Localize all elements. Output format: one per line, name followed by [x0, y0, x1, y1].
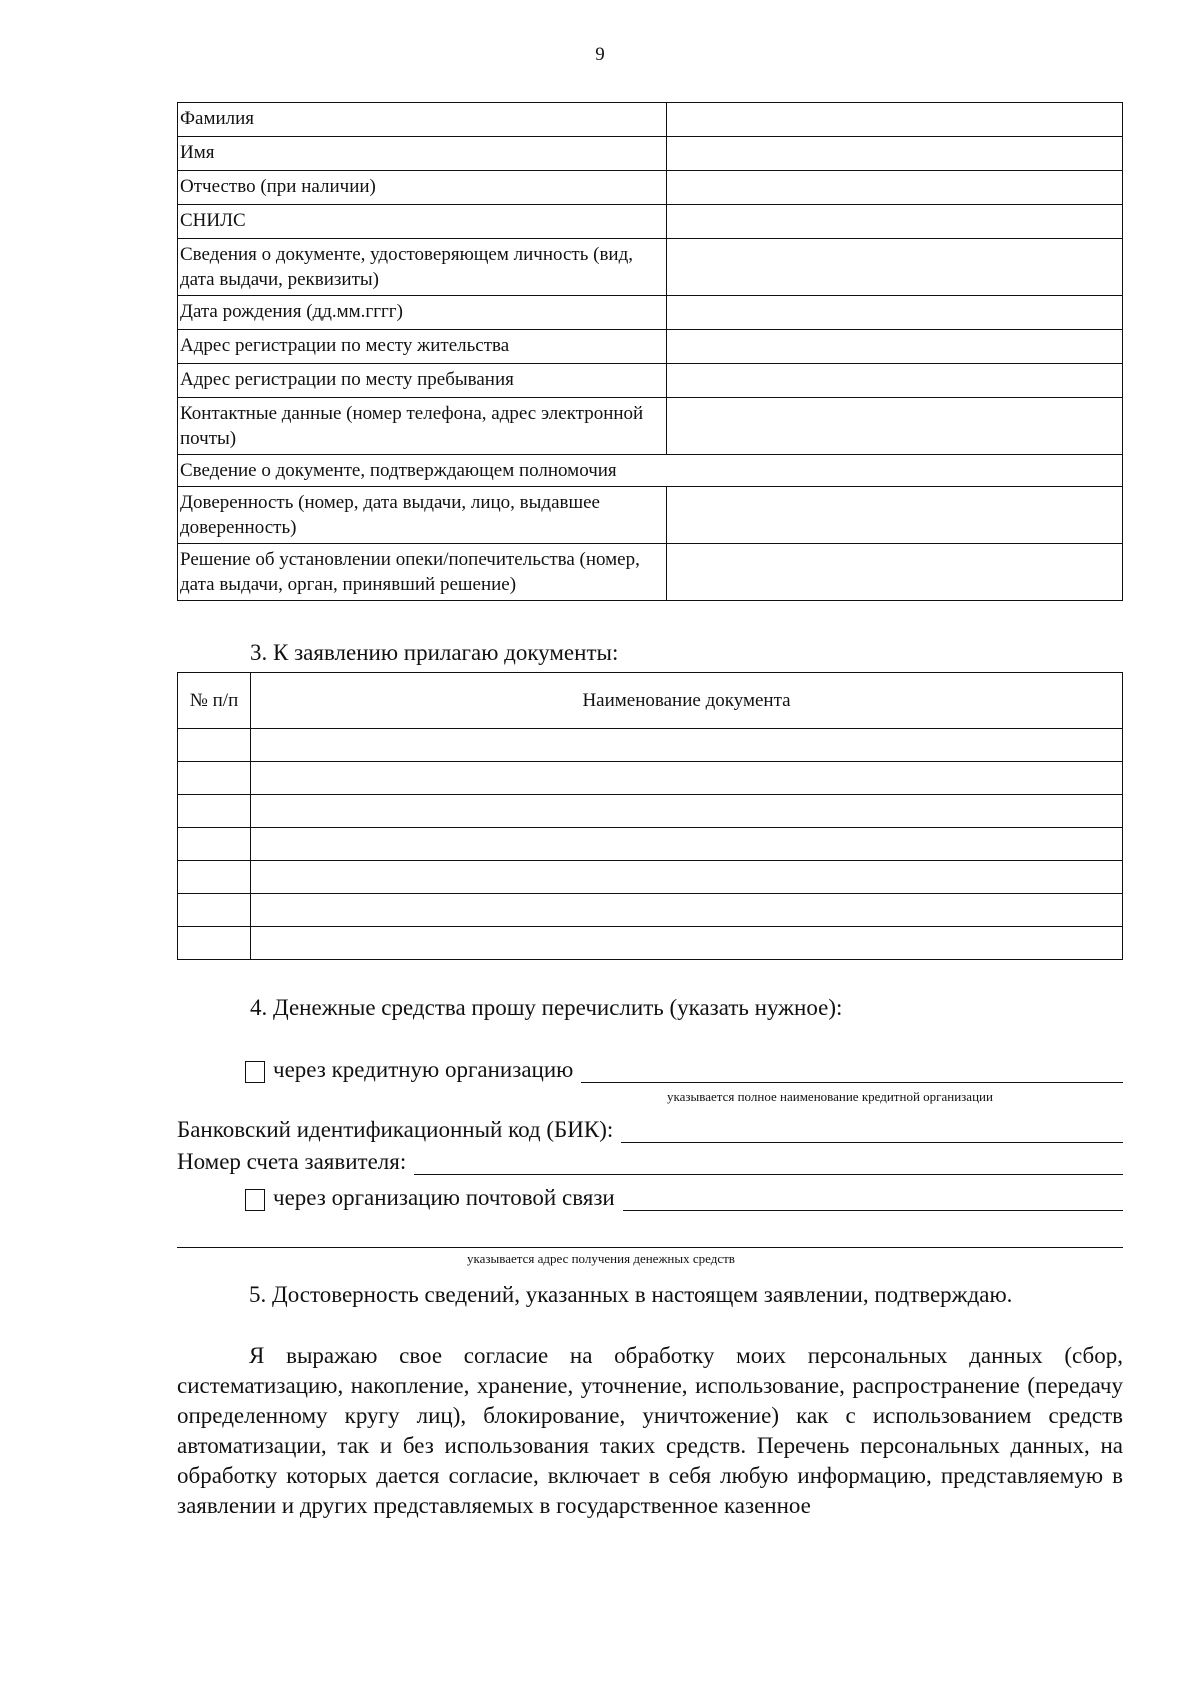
bik-row — [177, 1117, 1123, 1143]
document-number-cell[interactable] — [178, 861, 251, 894]
info-row — [178, 398, 1123, 455]
authority-header: Сведение о документе, подтверждающем полномочия — [178, 455, 1123, 487]
applicant-info-table — [177, 102, 1123, 601]
info-row — [178, 171, 1123, 205]
attached-documents-table — [177, 672, 1123, 960]
info-row — [178, 296, 1123, 330]
post-option-label: через организацию почтовой связи — [273, 1185, 615, 1210]
authority-row-label: Решение об установлении опеки/попечительства (номер, дата выдачи, орган, принявший решение) — [178, 544, 667, 601]
info-row-value-field[interactable] — [667, 398, 1123, 455]
info-row-value-field[interactable] — [667, 364, 1123, 398]
account-label: Номер счета заявителя: — [177, 1149, 407, 1174]
document-row — [178, 894, 1123, 927]
column-header-number: № п/п — [178, 673, 251, 729]
column-header-document-name: Наименование документа — [251, 673, 1123, 729]
authority-header-row — [178, 455, 1123, 487]
page-number: 9 — [595, 44, 605, 65]
info-row-label: Имя — [178, 137, 667, 171]
attachments-heading: 3. К заявлению прилагаю документы: — [250, 640, 619, 665]
info-row — [178, 137, 1123, 171]
info-row-label: Дата рождения (дд.мм.гггг) — [178, 296, 667, 330]
document-number-cell[interactable] — [178, 795, 251, 828]
info-row-value-field[interactable] — [667, 137, 1123, 171]
document-number-cell[interactable] — [178, 894, 251, 927]
document-row — [178, 861, 1123, 894]
authority-row-label: Доверенность (номер, дата выдачи, лицо, выдавшее доверенность) — [178, 487, 667, 544]
document-row — [178, 762, 1123, 795]
info-row-label: СНИЛС — [178, 205, 667, 239]
authority-row — [178, 487, 1123, 544]
document-name-cell[interactable] — [251, 894, 1123, 927]
bik-field[interactable] — [621, 1120, 1123, 1143]
account-number-field[interactable] — [414, 1152, 1123, 1175]
document-name-cell[interactable] — [251, 828, 1123, 861]
info-row-label: Контактные данные (номер телефона, адрес электронной почты) — [178, 398, 667, 455]
authority-row-value-field[interactable] — [667, 487, 1123, 544]
confirmation-paragraph: 5. Достоверность сведений, указанных в настоящем заявлении, подтверждаю. — [249, 1282, 1013, 1307]
info-row-label: Отчество (при наличии) — [178, 171, 667, 205]
info-row-value-field[interactable] — [667, 330, 1123, 364]
post-option-row — [245, 1185, 1123, 1211]
post-address-field[interactable] — [177, 1247, 1123, 1248]
info-row — [178, 330, 1123, 364]
info-row-value-field[interactable] — [667, 205, 1123, 239]
bank-option-row — [245, 1057, 1123, 1083]
document-row — [178, 729, 1123, 762]
document-number-cell[interactable] — [178, 762, 251, 795]
info-row — [178, 103, 1123, 137]
info-row-label: Фамилия — [178, 103, 667, 137]
document-number-cell[interactable] — [178, 828, 251, 861]
document-number-cell[interactable] — [178, 927, 251, 960]
document-name-cell[interactable] — [251, 861, 1123, 894]
info-row-value-field[interactable] — [667, 103, 1123, 137]
document-name-cell[interactable] — [251, 762, 1123, 795]
document-name-cell[interactable] — [251, 729, 1123, 762]
document-row — [178, 828, 1123, 861]
document-row — [178, 795, 1123, 828]
info-row-value-field[interactable] — [667, 239, 1123, 296]
post-org-field[interactable] — [623, 1188, 1123, 1211]
post-option-checkbox[interactable] — [245, 1189, 265, 1211]
bank-option-label: через кредитную организацию — [273, 1057, 574, 1082]
document-number-cell[interactable] — [178, 729, 251, 762]
authority-row — [178, 544, 1123, 601]
bank-name-field[interactable] — [581, 1060, 1123, 1083]
info-row-label: Адрес регистрации по месту пребывания — [178, 364, 667, 398]
document-name-cell[interactable] — [251, 927, 1123, 960]
bank-option-checkbox[interactable] — [245, 1061, 265, 1083]
info-row-value-field[interactable] — [667, 296, 1123, 330]
info-row — [178, 239, 1123, 296]
account-row — [177, 1149, 1123, 1175]
bik-label: Банковский идентификационный код (БИК): — [177, 1117, 614, 1142]
document-row — [178, 927, 1123, 960]
consent-paragraph: Я выражаю свое согласие на обработку моих персональных данных (сбор, систематизацию, накопление, хранение, уточнение, использование, распространение (передачу определенному кругу лиц), блокирование, уничтожение) как с использованием средств автоматизации, так и без использования таких средств. Перечень персональных данных, на обработку которых дается согласие, включает в себя любую информацию, представляемую в заявлении и других представляемых в государственное казенное — [177, 1343, 1123, 1518]
post-address-hint: указывается адрес получения денежных средств — [467, 1251, 735, 1266]
info-row-value-field[interactable] — [667, 171, 1123, 205]
info-row — [178, 205, 1123, 239]
info-row — [178, 364, 1123, 398]
payment-heading: 4. Денежные средства прошу перечислить (указать нужное): — [250, 995, 843, 1020]
authority-row-value-field[interactable] — [667, 544, 1123, 601]
bank-name-hint: указывается полное наименование кредитной организации — [667, 1089, 993, 1104]
document-name-cell[interactable] — [251, 795, 1123, 828]
info-row-label: Адрес регистрации по месту жительства — [178, 330, 667, 364]
info-row-label: Сведения о документе, удостоверяющем личность (вид, дата выдачи, реквизиты) — [178, 239, 667, 296]
